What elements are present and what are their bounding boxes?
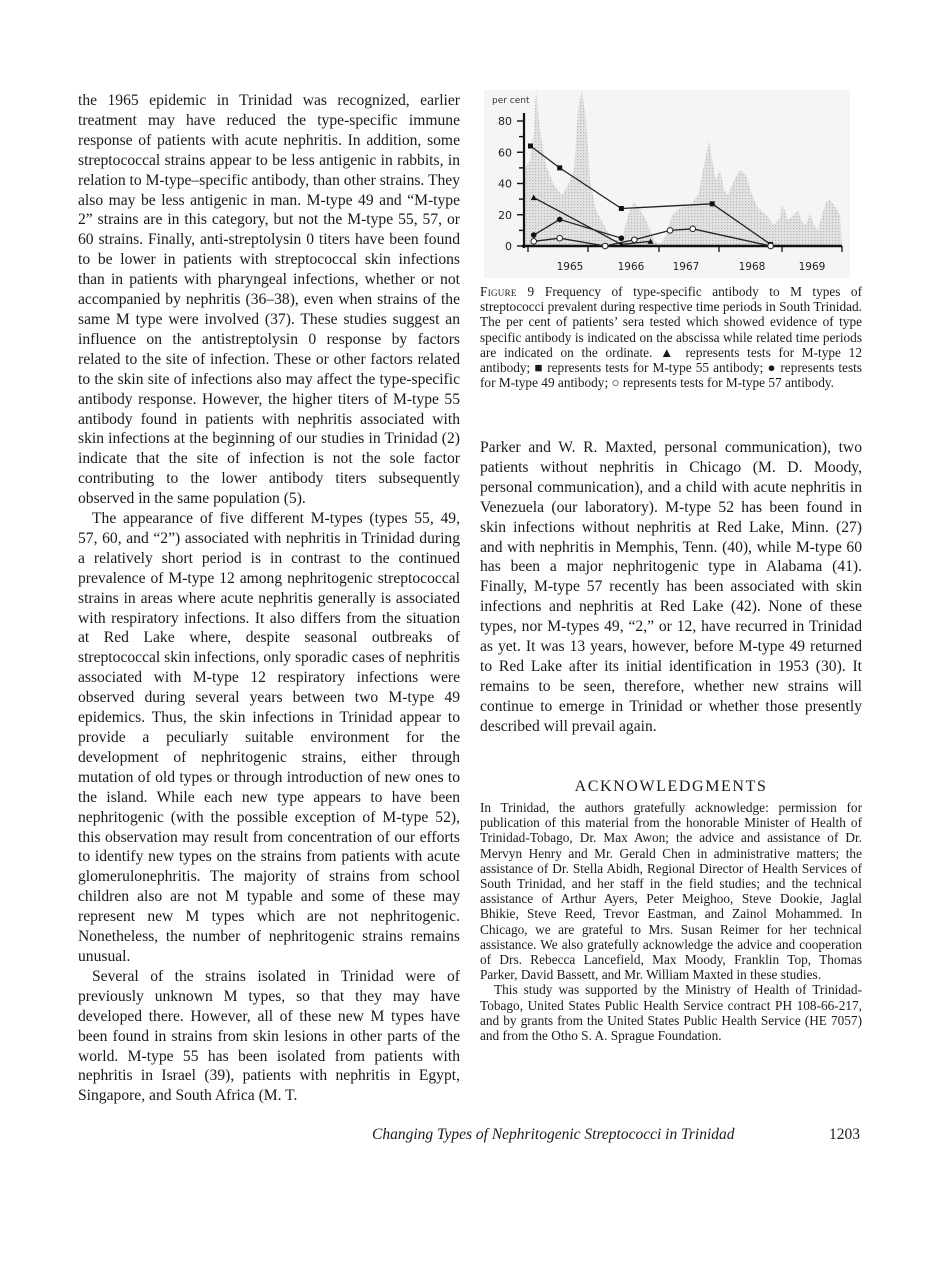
left-column <box>78 91 460 1106</box>
legend-triangle-icon: ▲ <box>660 344 678 360</box>
legend-open-circle-icon: ○ <box>611 375 620 391</box>
paragraph: Parker and W. R. Maxted, personal communication), two patients without nephritis in Chicago (M. D. Moody, personal communication), and a child with acute nephritis in Venezuela (our laboratory). M-type 52 has been found in skin infections without nephritis at Red Lake, Minn. (27) and with nephritis in Memphis, Tenn. (40), while M-type 60 has been a major nephritogenic type in Alabama (41). Finally, M-type 57 recently has been associated with skin infections and nephritis at Red Lake (42). None of these types, nor M-types 49, “2,” or 12, have recurred in Trinidad as yet. It was 13 years, however, before M-type 49 returned to Red Lake after its initial identification in 1953 (30). It remains to be seen, therefore, whether new strains will continue to emerge in Trinidad or whether those presently described will prevail again. <box>480 439 862 735</box>
acknowledgments-heading: ACKNOWLEDGMENTS <box>574 778 768 795</box>
svg-text:per cent: per cent <box>492 96 530 106</box>
svg-text:80: 80 <box>498 115 512 128</box>
legend-text: represents tests for M-type 12 antibody; <box>480 344 862 376</box>
legend-square-icon: ■ <box>534 360 544 376</box>
running-title: Changing Types of Nephritogenic Streptococci in Trinidad <box>372 1126 735 1143</box>
caption-text: Frequency of type-specific antibody to M types of streptococci prevalent during respective time periods in South Trinidad. The per cent of patients’ sera tested which showed evidence of type specific antibody is indicated on the abscissa while related time periods are indicated on the ordinate. <box>480 284 863 360</box>
legend-filled-circle-icon: ● <box>767 360 777 376</box>
legend-text: represents tests for M-type 57 antibody. <box>622 375 834 391</box>
svg-text:0: 0 <box>505 240 512 253</box>
page-footer <box>372 1126 862 1144</box>
svg-text:60: 60 <box>498 146 512 160</box>
svg-text:20: 20 <box>498 208 512 222</box>
svg-text:1968: 1968 <box>738 261 766 273</box>
svg-text:1966: 1966 <box>617 261 645 273</box>
svg-text:1965: 1965 <box>556 261 584 273</box>
paragraph: The appearance of five different M-types (types 55, 49, 57, 60, and “2”) associated with nephritis in Trinidad during a relatively short period is in contrast to the continued prevalence of M-type 12 among nephritogenic streptococcal strains in areas where acute nephritis generally is associated with respiratory infections. It also differs from the situation at Red Lake where, despite seasonal outbreaks of streptococcal skin infections, only sporadic cases of nephritis associated with M-type 12 respiratory infections were observed during several years between two M-type 49 epidemics. Thus, the skin infections in Trinidad appear to provide a peculiarly suitable environment for the development of nephritogenic strains, either through mutation of old types or through introduction of new ones to the island. While each new type appears to have been nephritogenic (with the possible exception of M-type 52), this observation may result from concentration of our efforts to identify new types on the strains from patients with acute glomerulonephritis. The majority of strains from school children also are not M typable and some of these may represent new M types which are not nephritogenic. Nonetheless, the number of nephritogenic strains remains unusual. <box>78 510 460 965</box>
right-column <box>480 438 862 737</box>
figure-caption <box>480 284 862 390</box>
paragraph: the 1965 epidemic in Trinidad was recognized, earlier treatment may have reduced the type-specific immune response of patients with acute nephritis. In addition, some streptococcal strains appear to be less antigenic in rabbits, in relation to M-type–specific antibody, than other strains. They also may be less antigenic in man. M-type 49 and “M-type 2” strains are in this category, but not the M-type 55, 57, or 60 strains. Finally, anti-streptolysin 0 titers have been found to be lower in patients with streptococcal skin infections than in patients with pharyngeal infections, whether or not accompanied by nephritis (36–38), even when strains of the same M type were involved (37). These studies suggest an influence on the antistreptolysin 0 response by factors related to the site of infection. These or other factors related to the skin site of infections also may affect the type-specific antibody response. However, the higher titers of M-type 55 antibody found in patients with nephritis associated with skin infections at the beginning of our studies in Trinidad (2) indicate that the site of infection is not the sole factor contributing to the lower antibody titers subsequently observed in the same population (5). <box>78 92 460 508</box>
figure-9-chart <box>484 90 850 278</box>
page-number: 1203 <box>829 1126 860 1143</box>
paragraph: This study was supported by the Ministry of Health of Trinidad-Tobago, United States Public Health Service contract PH 108-66-217, and by grants from the United States Public Health Service (HE 7057) and from the Otho S. A. Sprague Foundation. <box>480 982 862 1044</box>
line-chart <box>484 90 850 278</box>
paragraph: Several of the strains isolated in Trinidad were of previously unknown M types, so that they may have developed there. However, all of these new M types have been found in strains from skin lesions in other parts of the world. M-type 55 has been isolated from patients with nephritis in Israel (39), patients with nephritis in Egypt, Singapore, and South Africa (M. T. <box>78 967 460 1105</box>
legend-text: represents tests for M-type 49 antibody; <box>480 360 862 391</box>
acknowledgments-section <box>480 800 862 1043</box>
svg-text:1969: 1969 <box>798 261 826 273</box>
legend-text: represents tests for M-type 55 antibody; <box>547 360 764 376</box>
svg-text:1967: 1967 <box>672 261 700 273</box>
svg-text:40: 40 <box>498 177 512 191</box>
paragraph: In Trinidad, the authors gratefully acknowledge: permission for publication of this material from the honorable Minister of Health of Trinidad-Tobago, Dr. Max Awon; the advice and assistance of Dr. Mervyn Henry and Mr. Gerald Chen in administrative matters; the assistance of Dr. Stella Abidh, Regional Director of Health Services of South Trinidad, and her staff in the field studies; and the technical assistance of Arthur Ayers, Peter Meighoo, Steve Dookie, Jaglal Bhikie, Steve Reed, Trevor Eastman, and Zainol Mohammed. In Chicago, we are grateful to Mrs. Susan Reimer for her technical assistance. We also gratefully acknowledge the advice and cooperation of Drs. Rebecca Lancefield, Max Moody, Franklin Top, Thomas Parker, David Bassett, and Mr. William Maxted in these studies. <box>480 800 862 983</box>
figure-label: Figure 9 <box>480 284 535 299</box>
